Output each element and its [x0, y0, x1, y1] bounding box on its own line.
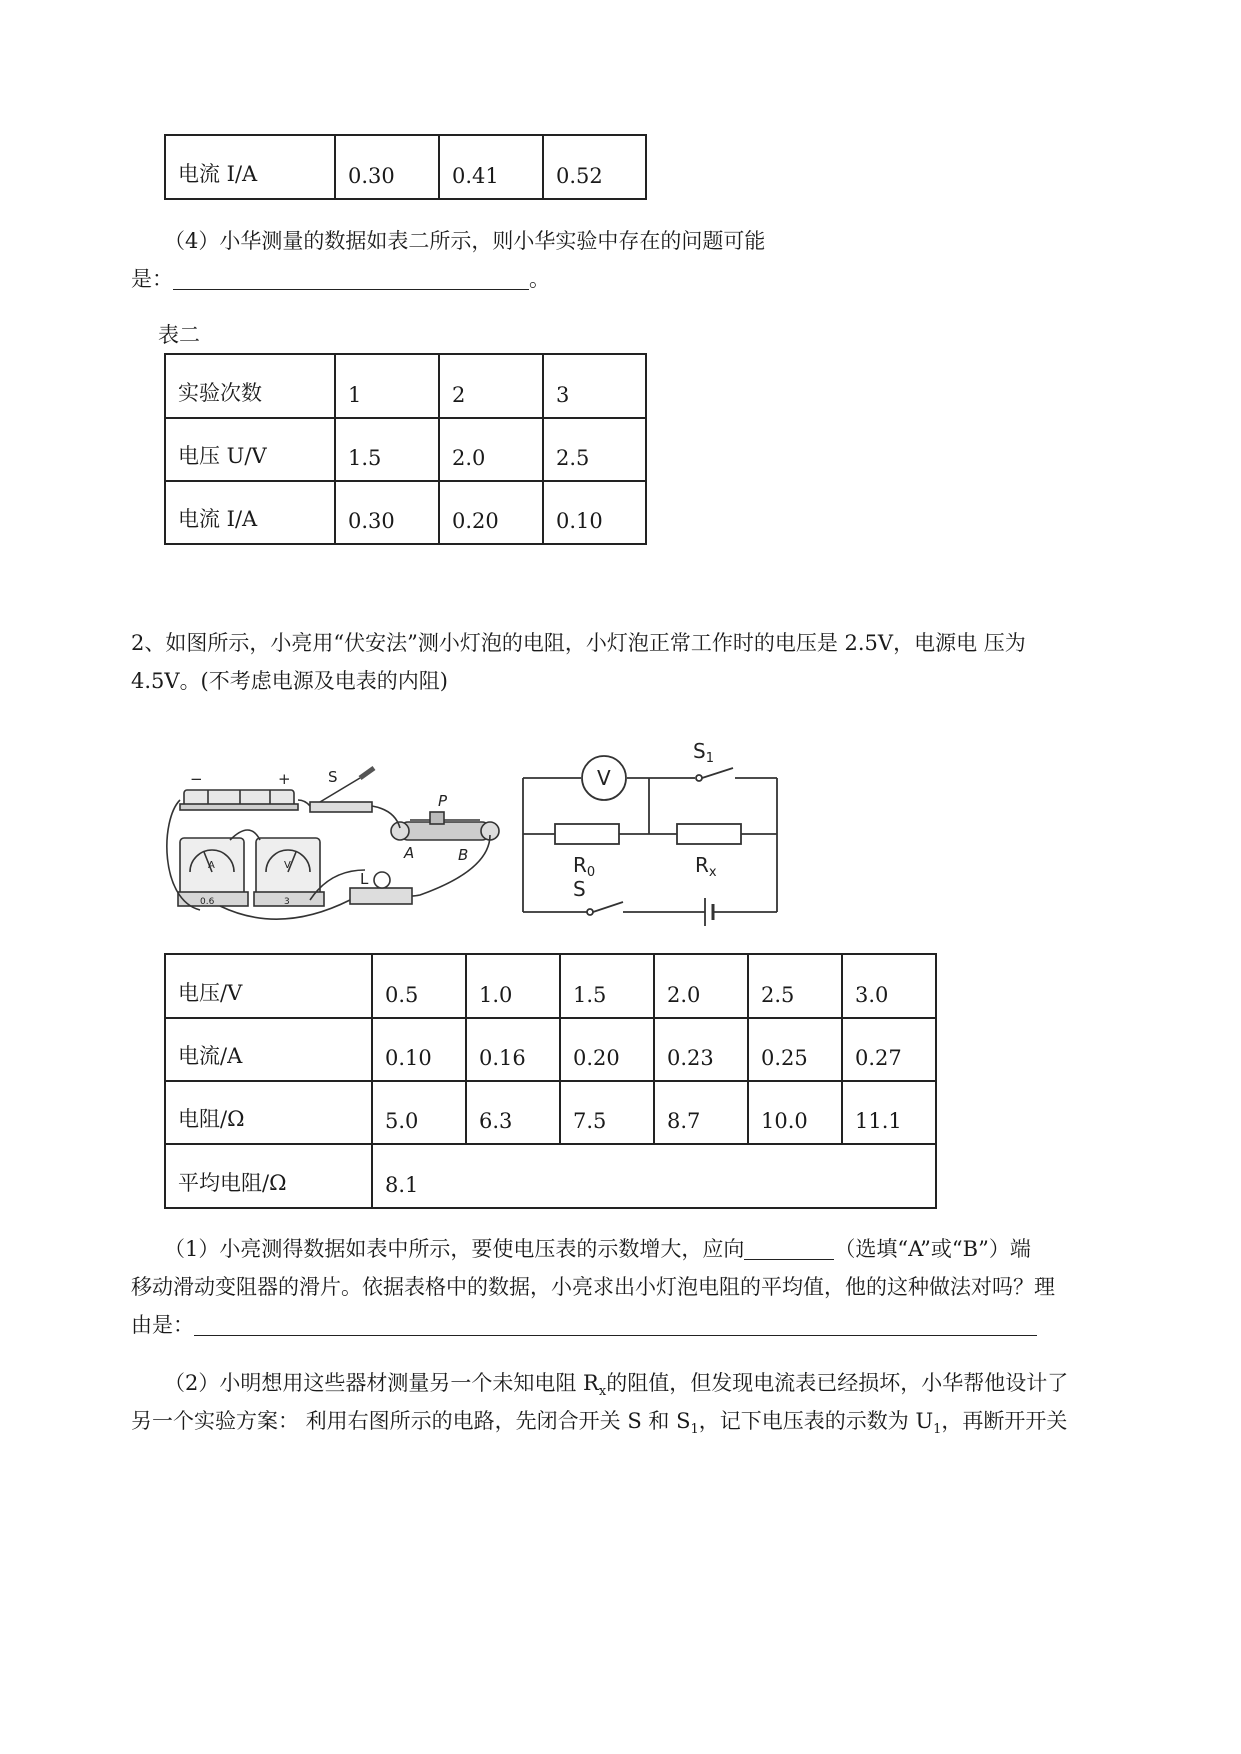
table-cell: 0.20: [439, 481, 543, 544]
q1-line2: 移动滑动变阻器的滑片。依据表格中的数据，小亮求出小灯泡电阻的平均值，他的这种做法对吗？理: [131, 1275, 1055, 1299]
table-row: [165, 954, 936, 1018]
table-row: [165, 354, 646, 418]
table-cell: 实验次数: [165, 354, 335, 418]
circuit-schematic-figure: [515, 740, 785, 930]
q1-line3: [131, 1304, 1037, 1346]
table-cell: 8.1: [372, 1144, 936, 1208]
ammeter-range-label: 0.6: [200, 897, 215, 907]
voltmeter-range-label: 3: [284, 897, 290, 907]
q2-line2-text-c: ，再断开开关: [941, 1409, 1068, 1433]
end-b-label: B: [458, 846, 469, 864]
resistor-rx-label: $R_x$: [695, 853, 717, 880]
table-row: [165, 1144, 936, 1208]
battery-minus-label: −: [190, 770, 203, 788]
table-cell: 7.5: [560, 1081, 654, 1144]
table-row: [165, 135, 646, 199]
voltmeter-dial-label: V: [284, 860, 291, 871]
slider-label: P: [438, 792, 448, 810]
q2-line1-text-b: 的阻值，但发现电流表已经损坏，小华帮他设计了: [606, 1371, 1069, 1395]
answer-blank[interactable]: [194, 1334, 1037, 1336]
problem2-line1: 2、如图所示，小亮用“伏安法”测小灯泡的电阻，小灯泡正常工作时的电压是 2.5V，电源电 压为: [131, 631, 1026, 655]
table-cell: 2.5: [543, 418, 646, 481]
answer-blank[interactable]: [744, 1258, 834, 1260]
table-cell: 5.0: [372, 1081, 466, 1144]
q1-line1-text-b: （选填“A”或“B”）端: [834, 1237, 1031, 1261]
table-cell: 2.0: [654, 954, 748, 1018]
q2-line2-sub1: 1: [690, 1422, 699, 1437]
table-cell: 0.5: [372, 954, 466, 1018]
table-cell: 电流/A: [165, 1018, 372, 1081]
table-cell: 0.41: [439, 135, 543, 199]
q2-line1-sub: x: [598, 1384, 607, 1399]
q4-line2: [131, 258, 550, 300]
table-cell: 2.0: [439, 418, 543, 481]
table-cell: 0.23: [654, 1018, 748, 1081]
table-3: [164, 953, 937, 1209]
switch-s-label: S: [573, 877, 586, 901]
table-cell: 电压 U/V: [165, 418, 335, 481]
problem2-line2: 4.5V。(不考虑电源及电表的内阻): [131, 669, 448, 693]
table-cell: 0.30: [335, 135, 439, 199]
resistor-r0-label: $R_0$: [573, 853, 596, 880]
table2-caption: 表二: [158, 323, 200, 347]
q4-line1: [164, 220, 765, 262]
table-row: [165, 418, 646, 481]
q4-line2-prefix: 是：: [131, 267, 173, 291]
table-cell: 电阻/Ω: [165, 1081, 372, 1144]
table-cell: 11.1: [842, 1081, 936, 1144]
table-row: [165, 1081, 936, 1144]
table-cell: 0.30: [335, 481, 439, 544]
table-cell: 0.52: [543, 135, 646, 199]
table-cell: 1.5: [560, 954, 654, 1018]
table-cell: 1: [335, 354, 439, 418]
q1-line1-text-a: （1）小亮测得数据如表中所示，要使电压表的示数增大，应向: [164, 1237, 745, 1261]
table-row: [165, 481, 646, 544]
table-cell: 1.0: [466, 954, 560, 1018]
table-row: [165, 1018, 936, 1081]
q2-line2-sub2: 1: [933, 1422, 942, 1437]
q4-line1-text: （4）小华测量的数据如表二所示，则小华实验中存在的问题可能: [164, 229, 766, 253]
q1-line3-prefix: 由是：: [131, 1313, 194, 1337]
table-cell: 10.0: [748, 1081, 842, 1144]
q2-line2-text-b: ，记下电压表的示数为 U: [698, 1409, 934, 1433]
table-cell: 3.0: [842, 954, 936, 1018]
answer-blank[interactable]: [173, 288, 529, 290]
table-cell: 电流 I/A: [165, 481, 335, 544]
table-2: [164, 353, 647, 545]
table-cell: 0.10: [543, 481, 646, 544]
table-cell: 平均电阻/Ω: [165, 1144, 372, 1208]
q2-line2-text-a: 另一个实验方案： 利用右图所示的电路，先闭合开关 S 和 S: [131, 1409, 691, 1433]
table-cell: 8.7: [654, 1081, 748, 1144]
battery-plus-label: +: [278, 770, 291, 788]
circuit-apparatus-figure: [160, 760, 505, 930]
table-top: [164, 134, 647, 200]
table-cell: 0.20: [560, 1018, 654, 1081]
q4-line2-suffix: 。: [529, 267, 550, 291]
table-cell: 3: [543, 354, 646, 418]
table-cell: 6.3: [466, 1081, 560, 1144]
table-cell: 0.27: [842, 1018, 936, 1081]
switch-label: S: [328, 768, 338, 786]
table-cell: 2: [439, 354, 543, 418]
table-cell: 0.25: [748, 1018, 842, 1081]
end-a-label: A: [404, 844, 415, 862]
q2-line2: [131, 1400, 1067, 1451]
table-cell: 1.5: [335, 418, 439, 481]
q1-line1: [164, 1228, 1031, 1270]
voltmeter-symbol: V: [597, 766, 611, 790]
table-cell: 0.10: [372, 1018, 466, 1081]
table-cell: 0.16: [466, 1018, 560, 1081]
table-cell: 电压/V: [165, 954, 372, 1018]
ammeter-dial-label: A: [208, 860, 215, 871]
table-cell: 2.5: [748, 954, 842, 1018]
switch-s1-label: $S_1$: [693, 740, 714, 766]
q2-line1-text-a: （2）小明想用这些器材测量另一个未知电阻 R: [164, 1371, 599, 1395]
table-cell: 电流 I/A: [165, 135, 335, 199]
lamp-label: L: [360, 870, 369, 888]
